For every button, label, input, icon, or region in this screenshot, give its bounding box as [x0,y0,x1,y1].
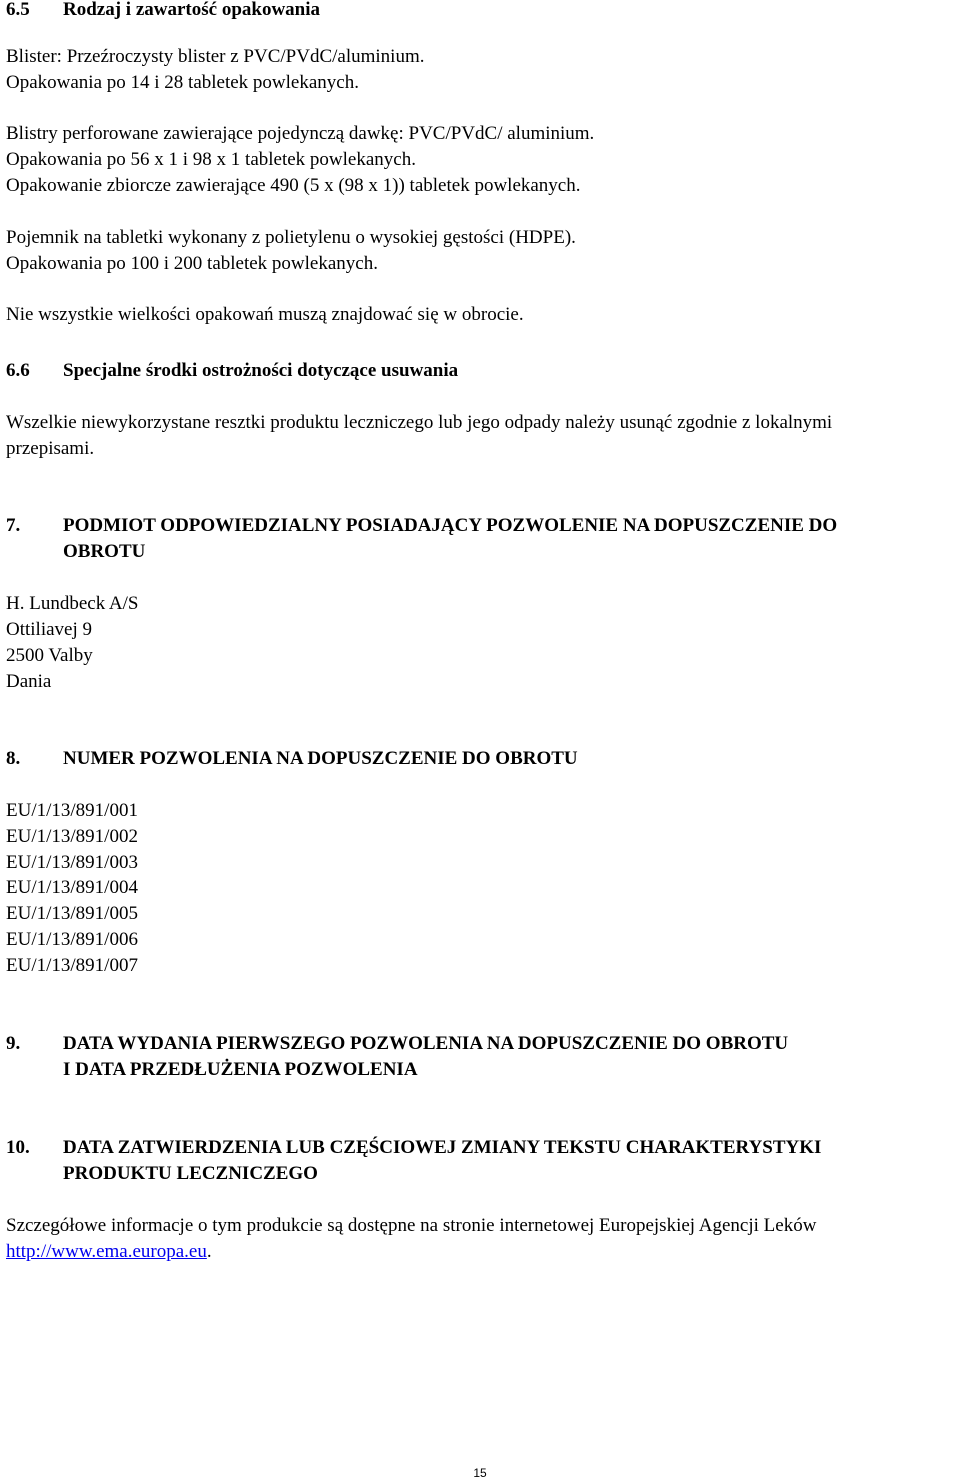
disposal-text-line: Wszelkie niewykorzystane resztki produktu leczniczego lub jego odpady należy usunąć zgodnie z lokalnymi [6,412,833,433]
packaging-line: Pojemnik na tabletki wykonany z polietylenu o wysokiej gęstości (HDPE). [6,227,576,248]
section-10-number: 10. [6,1137,30,1158]
page-number: 15 [473,1466,487,1480]
section-9-title-line: I DATA PRZEDŁUŻENIA POZWOLENIA [63,1059,418,1080]
packaging-line: Opakowanie zbiorcze zawierające 490 (5 x (98 x 1)) tabletek powlekanych. [6,175,581,196]
packaging-line: Opakowania po 56 x 1 i 98 x 1 tabletek powlekanych. [6,149,416,170]
ema-link-line [6,1239,212,1265]
disposal-text-line: przepisami. [6,438,95,459]
ema-link[interactable]: http://www.ema.europa.eu [6,1241,207,1262]
authorisation-number: EU/1/13/891/002 [6,826,138,847]
section-8-title: NUMER POZWOLENIA NA DOPUSZCZENIE DO OBROTU [63,748,578,769]
packaging-line: Opakowania po 14 i 28 tabletek powlekanych. [6,72,359,93]
section-6-5-number: 6.5 [6,0,30,20]
packaging-line: Nie wszystkie wielkości opakowań muszą znajdować się w obrocie. [6,304,524,325]
section-7-number: 7. [6,515,21,536]
packaging-line: Blister: Przeźroczysty blister z PVC/PVdC/aluminium. [6,46,425,67]
authorisation-number: EU/1/13/891/005 [6,903,138,924]
packaging-line: Blistry perforowane zawierające pojedynczą dawkę: PVC/PVdC/ aluminium. [6,123,595,144]
section-9-title-line: DATA WYDANIA PIERWSZEGO POZWOLENIA NA DOPUSZCZENIE DO OBROTU [63,1033,789,1054]
section-10-title-line: PRODUKTU LECZNICZEGO [63,1163,318,1184]
section-7-title-line: PODMIOT ODPOWIEDZIALNY POSIADAJĄCY POZWOLENIE NA DOPUSZCZENIE DO [63,515,838,536]
section-6-6-title: Specjalne środki ostrożności dotyczące usuwania [63,360,459,381]
authorisation-number: EU/1/13/891/003 [6,852,138,873]
ema-info-text: Szczegółowe informacje o tym produkcie są dostępne na stronie internetowej Europejskiej Agencji Leków [6,1215,817,1236]
section-9-number: 9. [6,1033,21,1054]
section-7-title-line: OBROTU [63,541,146,562]
section-8-number: 8. [6,748,21,769]
authorisation-number: EU/1/13/891/007 [6,955,138,976]
authorisation-number: EU/1/13/891/001 [6,800,138,821]
address-line: 2500 Valby [6,645,93,666]
address-line: H. Lundbeck A/S [6,593,139,614]
section-10-title-line: DATA ZATWIERDZENIA LUB CZĘŚCIOWEJ ZMIANY TEKSTU CHARAKTERYSTYKI [63,1137,822,1158]
section-6-6-number: 6.6 [6,360,30,381]
authorisation-number: EU/1/13/891/006 [6,929,138,950]
address-line: Ottiliavej 9 [6,619,93,640]
ema-link-suffix: . [206,1241,212,1262]
authorisation-number: EU/1/13/891/004 [6,877,138,898]
address-line: Dania [6,671,52,692]
section-6-5-title: Rodzaj i zawartość opakowania [63,0,321,20]
packaging-line: Opakowania po 100 i 200 tabletek powlekanych. [6,253,378,274]
